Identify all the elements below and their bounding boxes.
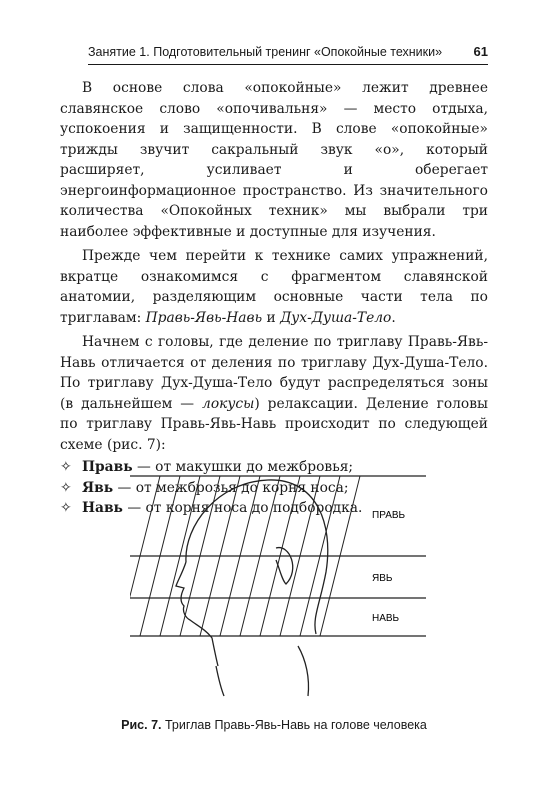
paragraph-2 [60,246,488,328]
header-divider [88,64,488,65]
triglav-term-1: Правь-Явь-Навь [145,309,263,326]
caption-label: Рис. 7. [121,718,162,732]
diamond-bullet-icon: ✧ [60,479,72,496]
zone-term: Правь [82,459,133,475]
caption-text: Триглав Правь-Явь-Навь на голове человека [161,718,427,732]
zone-label-prav: ПРАВЬ [372,510,406,521]
diamond-bullet-icon: ✧ [60,500,72,516]
body-text [60,78,488,519]
paragraph-2-text: Прежде чем перейти к технике самих упражнений, вкратце ознакомимся с фрагментом славянской анатомии, разделяющим основные части тела по триглавам: [60,248,488,326]
zone-label-nav: НАВЬ [372,613,400,624]
triglav-term-2: Дух-Душа-Тело [280,309,392,326]
paragraph-3-end: ) релаксации. Деление головы по триглаву Правь-Явь-Навь происходит по следующей схеме (рис. 7): [60,395,488,453]
zone-description: — от корня носа до подбородка. [122,500,363,516]
zone-description: — от межброзья до корня носа; [113,479,349,496]
head-triglav-figure [120,470,430,702]
page-number: 61 [473,44,488,59]
paragraph-2-conj: и [262,309,281,326]
zone-label-yav: ЯВЬ [372,573,393,584]
paragraph-3 [60,332,488,455]
head-diagram [120,470,430,702]
paragraph-3-text: Начнем с головы, где деление по триглаву Правь-Явь-Навь отличается от деления по триглаву Дух-Душа-Тело. По триглаву Дух-Душа-Тело будут распределяться зоны (в дальнейшем — [60,334,488,412]
zone-description: — от макушки до межбровья; [132,459,354,475]
zone-term: Явь [82,479,114,496]
zone-term: Навь [82,500,123,516]
paragraph-1: В основе слова «опокойные» лежит древнее славянское слово «опочивальня» — место отдыха, успокоения и защищенности. В слове «опокойные» трижды звучит сакральный звук «о», который расширяет, усиливает и оберегает энергоинформационное пространство. Из значительного количества «Опокойных техник» мы выбрали три наиболее эффективные и доступные для изучения. [60,80,488,240]
locus-term: локусы [202,395,255,412]
figure-caption [60,718,488,732]
paragraph-2-end: . [391,309,396,326]
running-header [88,44,488,59]
header-title: Занятие 1. Подготовительный тренинг «Опокойные техники» [88,45,443,59]
diamond-bullet-icon: ✧ [60,459,72,475]
